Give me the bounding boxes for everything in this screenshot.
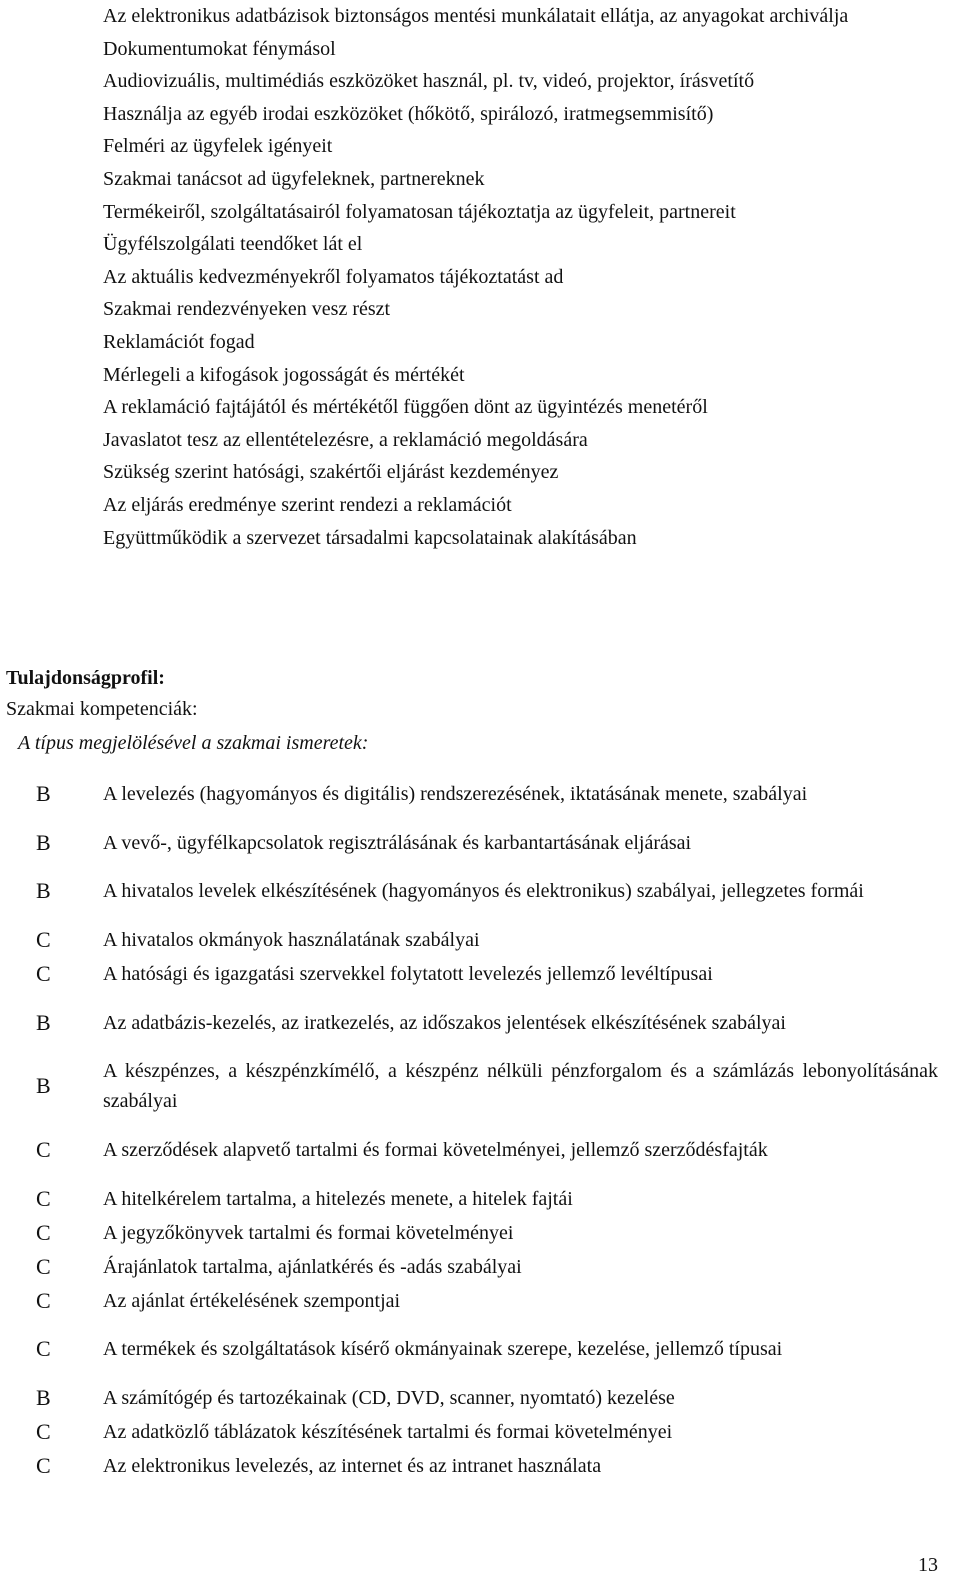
knowledge-text: Az adatbázis-kezelés, az iratkezelés, az időszakos jelentések elkészítésének szabályai (103, 1011, 786, 1034)
knowledge-text: Árajánlatok tartalma, ajánlatkérés és -adás szabályai (103, 1255, 522, 1278)
knowledge-row (0, 1250, 940, 1284)
knowledge-row (0, 826, 940, 860)
knowledge-level: C (36, 1253, 51, 1279)
knowledge-text: A vevő-, ügyfélkapcsolatok regisztrálásának és karbantartásának eljárásai (103, 831, 692, 854)
knowledge-row (0, 1381, 940, 1415)
task-item: Az aktuális kedvezményekről folyamatos tájékoztatást ad (103, 265, 564, 288)
knowledge-row (0, 860, 940, 924)
knowledge-row (0, 957, 940, 991)
knowledge-level: C (36, 1185, 51, 1211)
knowledge-row (0, 923, 940, 957)
knowledge-row (0, 1415, 940, 1449)
knowledge-level: C (36, 1419, 51, 1444)
knowledge-level: C (36, 927, 51, 952)
knowledge-level: B (36, 1073, 51, 1099)
task-item: Mérlegeli a kifogások jogosságát és mértékét (103, 363, 465, 386)
task-list (103, 0, 938, 554)
knowledge-level: C (36, 1219, 51, 1245)
knowledge-text: A hatósági és igazgatási szervekkel folytatott levelezés jellemző levéltípusai (103, 963, 713, 985)
knowledge-text: Az elektronikus levelezés, az internet és az intranet használata (103, 1455, 602, 1477)
knowledge-text: A levelezés (hagyományos és digitális) rendszerezésének, iktatásának menete, szabályai (103, 782, 808, 805)
knowledge-row (0, 1182, 940, 1216)
knowledge-level: B (36, 780, 51, 806)
knowledge-text: A termékek és szolgáltatások kísérő okmányainak szerepe, kezelése, jellemző típusai (103, 1338, 783, 1361)
knowledge-row (0, 762, 940, 826)
knowledge-level: C (36, 1287, 51, 1313)
knowledge-row (0, 1118, 940, 1182)
knowledge-level: B (36, 829, 51, 855)
knowledge-row (0, 1216, 940, 1250)
task-item: Felméri az ügyfelek igényeit (103, 135, 333, 158)
knowledge-text: A jegyzőkönyvek tartalmi és formai követelményei (103, 1221, 514, 1244)
knowledge-text: A készpénzes, a készpénzkímélő, a készpénz nélküli pénzforgalom és a számlázás lebonyolításának szabályai (103, 1060, 938, 1113)
knowledge-text: A szerződések alapvető tartalmi és formai követelményei, jellemző szerződésfajták (103, 1138, 768, 1161)
knowledge-level: B (36, 878, 51, 904)
knowledge-text: A hivatalos levelek elkészítésének (hagyományos és elektronikus) szabályai, jellegzetes formái (103, 880, 864, 903)
page-number: 13 (918, 1554, 938, 1576)
task-item: Ügyfélszolgálati teendőket lát el (103, 233, 363, 256)
knowledge-row (0, 991, 940, 1055)
task-item: Szükség szerint hatósági, szakértői eljárást kezdeményez (103, 461, 559, 484)
task-item: Audiovizuális, multimédiás eszközöket használ, pl. tv, videó, projektor, írásvetítő (103, 70, 755, 93)
knowledge-level: C (36, 1136, 51, 1162)
knowledge-row (0, 1318, 940, 1382)
task-item: Javaslatot tesz az ellentételezésre, a reklamáció megoldására (103, 428, 588, 451)
task-item: Az eljárás eredménye szerint rendezi a reklamációt (103, 493, 512, 516)
task-item: Reklamációt fogad (103, 330, 255, 353)
knowledge-text: Az ajánlat értékelésének szempontjai (103, 1289, 401, 1312)
knowledge-list (0, 762, 940, 1483)
knowledge-row (0, 1055, 940, 1119)
knowledge-level: C (36, 961, 51, 986)
knowledge-text: A hivatalos okmányok használatának szabályai (103, 929, 480, 951)
task-item: Szakmai tanácsot ad ügyfeleknek, partnereknek (103, 167, 485, 190)
knowledge-type-label: A típus megjelölésével a szakmai ismeretek: (18, 732, 369, 754)
profile-subheading: Szakmai kompetenciák: (6, 698, 198, 720)
knowledge-level: C (36, 1336, 51, 1362)
task-item: Együttműködik a szervezet társadalmi kapcsolatainak alakításában (103, 526, 637, 549)
knowledge-text: A számítógép és tartozékainak (CD, DVD, scanner, nyomtató) kezelése (103, 1387, 675, 1409)
profile-heading: Tulajdonságprofil: (6, 667, 165, 689)
knowledge-row (0, 1284, 940, 1318)
task-item: Használja az egyéb irodai eszközöket (hőkötő, spirálozó, iratmegsemmisítő) (103, 102, 714, 125)
task-item: A reklamáció fajtájától és mértékétől függően dönt az ügyintézés menetéről (103, 396, 708, 419)
task-item: Dokumentumokat fénymásol (103, 37, 336, 60)
task-item: Az elektronikus adatbázisok biztonságos mentési munkálatait ellátja, az anyagokat archiválja (103, 5, 849, 27)
knowledge-level: C (36, 1453, 51, 1478)
task-item: Szakmai rendezvényeken vesz részt (103, 298, 391, 321)
knowledge-level: B (36, 1385, 51, 1410)
knowledge-row (0, 1449, 940, 1483)
knowledge-level: B (36, 1009, 51, 1035)
knowledge-text: Az adatközlő táblázatok készítésének tartalmi és formai követelményei (103, 1421, 673, 1443)
knowledge-text: A hitelkérelem tartalma, a hitelezés menete, a hitelek fajtái (103, 1187, 573, 1210)
task-item: Termékeiről, szolgáltatásairól folyamatosan tájékoztatja az ügyfeleit, partnereit (103, 200, 736, 223)
